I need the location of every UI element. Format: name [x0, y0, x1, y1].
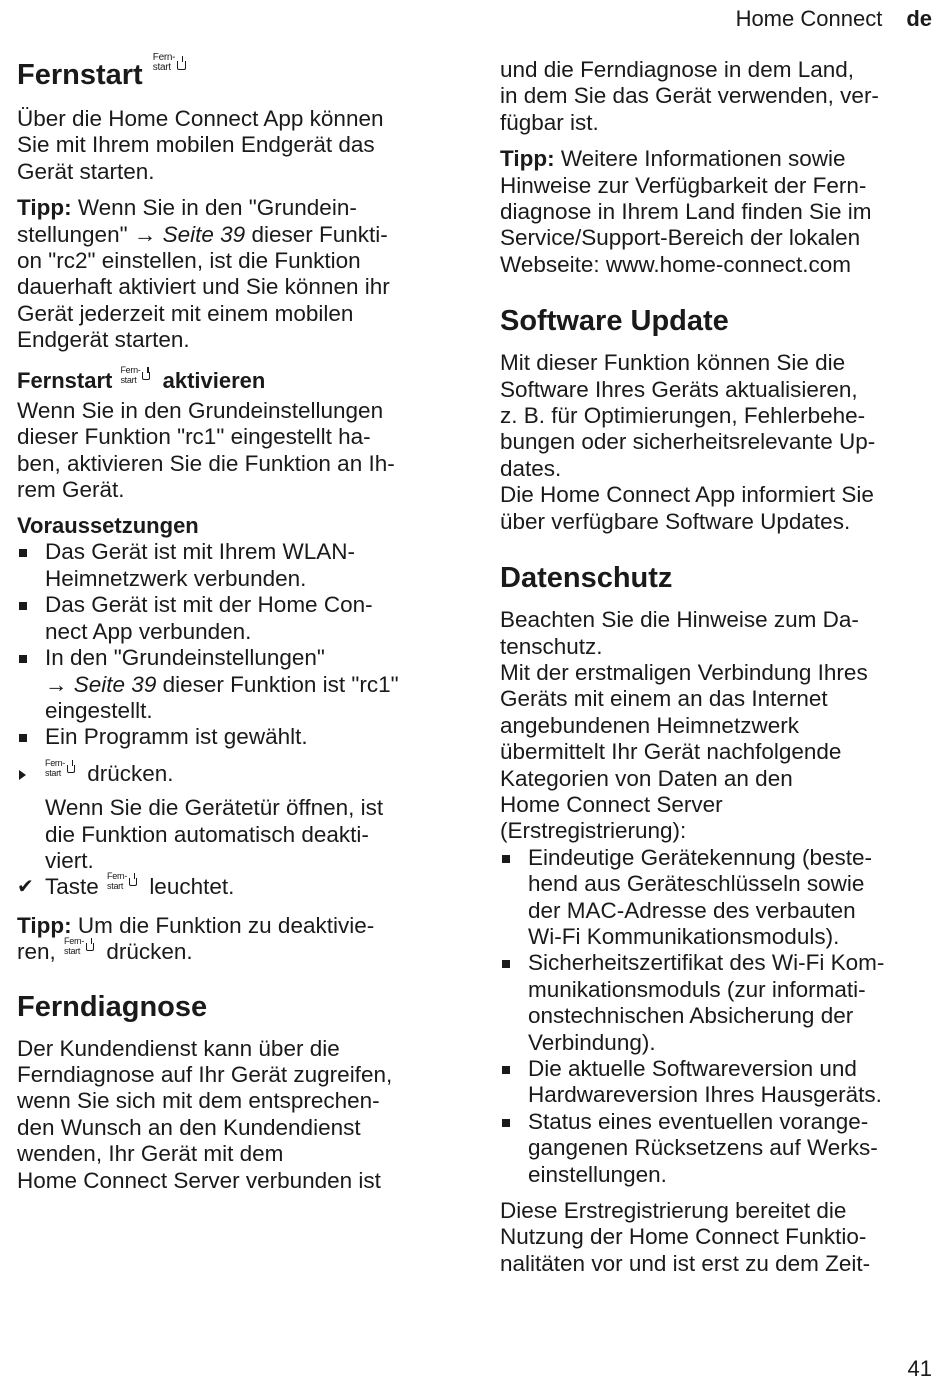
- bullet-icon: [19, 602, 27, 610]
- paragraph-ferndiagnose-continued: und die Ferndiagnose in dem Land, in dem Sie das Gerät verwenden, ver- fügbar ist.: [500, 57, 879, 135]
- remote-start-icon: Fern- start: [45, 758, 79, 782]
- paragraph-aktivieren: Wenn Sie in den Grundeinstellungen dieser Funktion "rc1" eingestellt ha- ben, aktivieren Sie die Funktion an Ih- rem Gerät.: [17, 397, 395, 503]
- bullet-icon: [19, 655, 27, 663]
- list-item: Eindeutige Gerätekennung (beste- hend aus Geräteschlüsseln sowie der MAC-Adresse des verbauten Wi-Fi Kommunikationsmoduls).: [500, 845, 934, 951]
- heading-ferndiagnose: Ferndiagnose: [17, 990, 208, 1023]
- tip-grundeinstellungen: Tipp: Wenn Sie in den "Grundein- stellungen" → Seite 39 dieser Funkti- on "rc2" einstellen, ist die Funktion dauerhaft aktiviert und Sie können ihr Gerät jederzeit mit einem mobilen Endgerät starten.: [17, 195, 390, 353]
- step-result: ✔ Taste Fern- start leuchtet.: [17, 871, 235, 900]
- paragraph-software-update: Mit dieser Funktion können Sie die Software Ihres Geräts aktualisieren, z. B. für Optimierungen, Fehlerbehe- bungen oder sicherheitsrelevante Up- dates. Die Home Connect App informiert Sie über verfügbare Software Updates.: [500, 350, 876, 534]
- left-column: [17, 52, 453, 1194]
- list-item: Sicherheitszertifikat des Wi-Fi Kom- munikationsmoduls (zur informati- onstechnischen Absicherung der Verbindung).: [500, 950, 934, 1056]
- check-icon: ✔: [17, 876, 34, 899]
- bullet-icon: [19, 734, 27, 742]
- remote-start-icon: Fern- start: [64, 936, 98, 960]
- requirements-list: [17, 539, 453, 750]
- remote-start-icon: Fern- start: [120, 365, 154, 389]
- heading-fernstart: Fernstart Fern- start: [17, 58, 453, 92]
- remote-start-icon: Fern- start: [153, 53, 191, 79]
- heading-voraussetzungen: Voraussetzungen: [17, 513, 199, 539]
- paragraph-datenschutz: Beachten Sie die Hinweise zum Da- tenschutz. Mit der erstmaligen Verbindung Ihres Geräts mit einem an das Internet angebundenen Heimnetzwerk übermittelt Ihr Gerät nachfolgende Kategorien von Daten an den Home Connect Server (Erstregistrierung):: [500, 607, 868, 844]
- heading-software-update: Software Update: [500, 305, 729, 338]
- remote-start-icon: Fern- start: [107, 871, 141, 895]
- step-arrow-icon: [19, 770, 26, 780]
- list-item: In den "Grundeinstellungen" → Seite 39 dieser Funktion ist "rc1" eingestellt.: [17, 645, 453, 724]
- paragraph-intro: Über die Home Connect App können Sie mit Ihrem mobilen Endgerät das Gerät starten.: [17, 106, 384, 184]
- paragraph-erstregistrierung: Diese Erstregistrierung bereitet die Nutzung der Home Connect Funktio- nalitäten vor und ist erst zu dem Zeit-: [500, 1198, 871, 1276]
- data-categories-list: [500, 845, 934, 1188]
- header-language: de: [906, 6, 932, 31]
- bullet-icon: [502, 1119, 510, 1127]
- list-item: Ein Programm ist gewählt.: [17, 724, 453, 750]
- page-header: [736, 6, 932, 32]
- list-item: Status eines eventuellen vorange- gangenen Rücksetzens auf Werks- einstellungen.: [500, 1109, 934, 1188]
- list-item: Die aktuelle Softwareversion und Hardwareversion Ihres Hausgeräts.: [500, 1056, 934, 1109]
- tip-ferndiagnose-info: Tipp: Weitere Informationen sowie Hinweise zur Verfügbarkeit der Fern- diagnose in Ihrem Land finden Sie im Service/Support-Bereich der lokalen Webseite: www.home-connect.com: [500, 146, 934, 278]
- paragraph-ferndiagnose: Der Kundendienst kann über die Ferndiagnose auf Ihr Gerät zugreifen, wenn Sie sich mit dem entsprechen- den Wunsch an den Kundendienst wenden, Ihr Gerät mit dem Home Connect Server verbunden ist: [17, 1035, 393, 1193]
- right-column: [500, 57, 934, 1277]
- page-reference-link[interactable]: Seite 39: [73, 671, 157, 697]
- list-item: Das Gerät ist mit Ihrem WLAN- Heimnetzwerk verbunden.: [17, 539, 453, 592]
- instruction-step: Fern- start drücken.: [17, 761, 453, 787]
- page-reference-link[interactable]: Seite 39: [162, 221, 246, 247]
- bullet-icon: [502, 855, 510, 863]
- tip-deaktivieren: Tipp: Um die Funktion zu deaktivie- ren, Fern- start drücken.: [17, 912, 375, 965]
- step-note: Wenn Sie die Gerätetür öffnen, ist die Funktion automatisch deakti- viert.: [45, 795, 384, 873]
- heading-fernstart-aktivieren: Fernstart Fern- start aktivieren: [17, 364, 266, 393]
- list-item: Das Gerät ist mit der Home Con- nect App verbunden.: [17, 592, 453, 645]
- heading-datenschutz: Datenschutz: [500, 562, 673, 595]
- page-number: 41: [907, 1356, 932, 1381]
- header-section: Home Connect: [735, 6, 883, 31]
- bullet-icon: [502, 960, 510, 968]
- bullet-icon: [19, 549, 27, 557]
- website-text: Webseite: www.home-connect.com: [500, 251, 851, 277]
- bullet-icon: [502, 1066, 510, 1074]
